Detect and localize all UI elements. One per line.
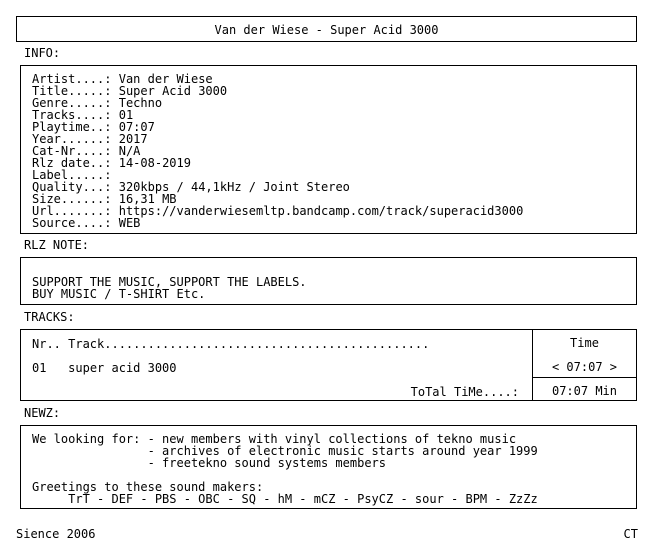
info-key: Artist....: bbox=[32, 72, 112, 86]
newz-box bbox=[20, 425, 637, 509]
info-value: 16,31 MB bbox=[118, 192, 177, 206]
info-key: Tracks....: bbox=[32, 108, 112, 122]
rlz-note-line: SUPPORT THE MUSIC, SUPPORT THE LABELS. bbox=[32, 275, 307, 289]
info-value: 2017 bbox=[118, 132, 148, 146]
info-value: N/A bbox=[118, 144, 141, 158]
info-row-source bbox=[32, 217, 523, 229]
total-time-value: 07:07 Min bbox=[551, 384, 618, 398]
info-key: Genre.....: bbox=[32, 96, 112, 110]
rlz-note-box bbox=[20, 257, 637, 305]
info-value: Super Acid 3000 bbox=[118, 84, 228, 98]
track-row bbox=[32, 362, 177, 374]
info-value: WEB bbox=[118, 216, 141, 230]
info-list bbox=[32, 73, 523, 229]
tracks-time-box bbox=[532, 329, 637, 401]
info-value: 01 bbox=[118, 108, 134, 122]
info-key: Title.....: bbox=[32, 84, 112, 98]
info-key: Url.......: bbox=[32, 204, 112, 218]
info-url-value: https://vanderwiesemltp.bandcamp.com/track/superacid3000 bbox=[118, 204, 524, 218]
tracks-header: Nr.. Track............................................. bbox=[32, 337, 430, 351]
track-number: 01 bbox=[32, 361, 47, 375]
info-key: Label.....: bbox=[32, 168, 112, 182]
info-key: Cat-Nr....: bbox=[32, 144, 112, 158]
info-key: Playtime..: bbox=[32, 120, 112, 134]
newz-line: TrT - DEF - PBS - OBC - SQ - hM - mCZ - PsyCZ - sour - BPM - ZzZz bbox=[32, 492, 538, 506]
total-time-label: ToTal TiMe....: bbox=[410, 385, 519, 399]
info-value: 320kbps / 44,1kHz / Joint Stereo bbox=[118, 180, 350, 194]
info-key: Rlz date..: bbox=[32, 156, 112, 170]
tracks-section-label: TRACKS: bbox=[24, 310, 75, 324]
footer-left: Sience 2006 bbox=[16, 527, 96, 541]
tracks-list-box bbox=[20, 329, 533, 401]
info-key: Quality...: bbox=[32, 180, 112, 194]
page-title: Van der Wiese - Super Acid 3000 bbox=[214, 23, 439, 37]
footer-right: CT bbox=[623, 527, 638, 541]
newz-line: - archives of electronic music starts around year 1999 bbox=[32, 444, 538, 458]
info-key: Size......: bbox=[32, 192, 112, 206]
info-key: Source....: bbox=[32, 216, 112, 230]
info-section-label: INFO: bbox=[24, 46, 61, 60]
newz-line: Greetings to these sound makers: bbox=[32, 480, 264, 494]
time-divider bbox=[533, 377, 636, 378]
info-value: Van der Wiese bbox=[118, 72, 213, 86]
newz-line: We looking for: - new members with vinyl collections of tekno music bbox=[32, 432, 517, 446]
track-time: < 07:07 > bbox=[551, 360, 618, 374]
rlz-note-section-label: RLZ NOTE: bbox=[24, 238, 90, 252]
rlz-note-line: BUY MUSIC / T-SHIRT Etc. bbox=[32, 287, 206, 301]
track-name: super acid 3000 bbox=[68, 361, 177, 375]
info-box bbox=[20, 65, 637, 234]
info-value: Techno bbox=[118, 96, 163, 110]
newz-section-label: NEWZ: bbox=[24, 406, 61, 420]
info-value: 14-08-2019 bbox=[118, 156, 191, 170]
info-key: Year......: bbox=[32, 132, 112, 146]
info-value: 07:07 bbox=[118, 120, 155, 134]
time-header: Time bbox=[570, 336, 599, 350]
title-box bbox=[16, 16, 637, 42]
newz-line: - freetekno sound systems members bbox=[32, 456, 387, 470]
